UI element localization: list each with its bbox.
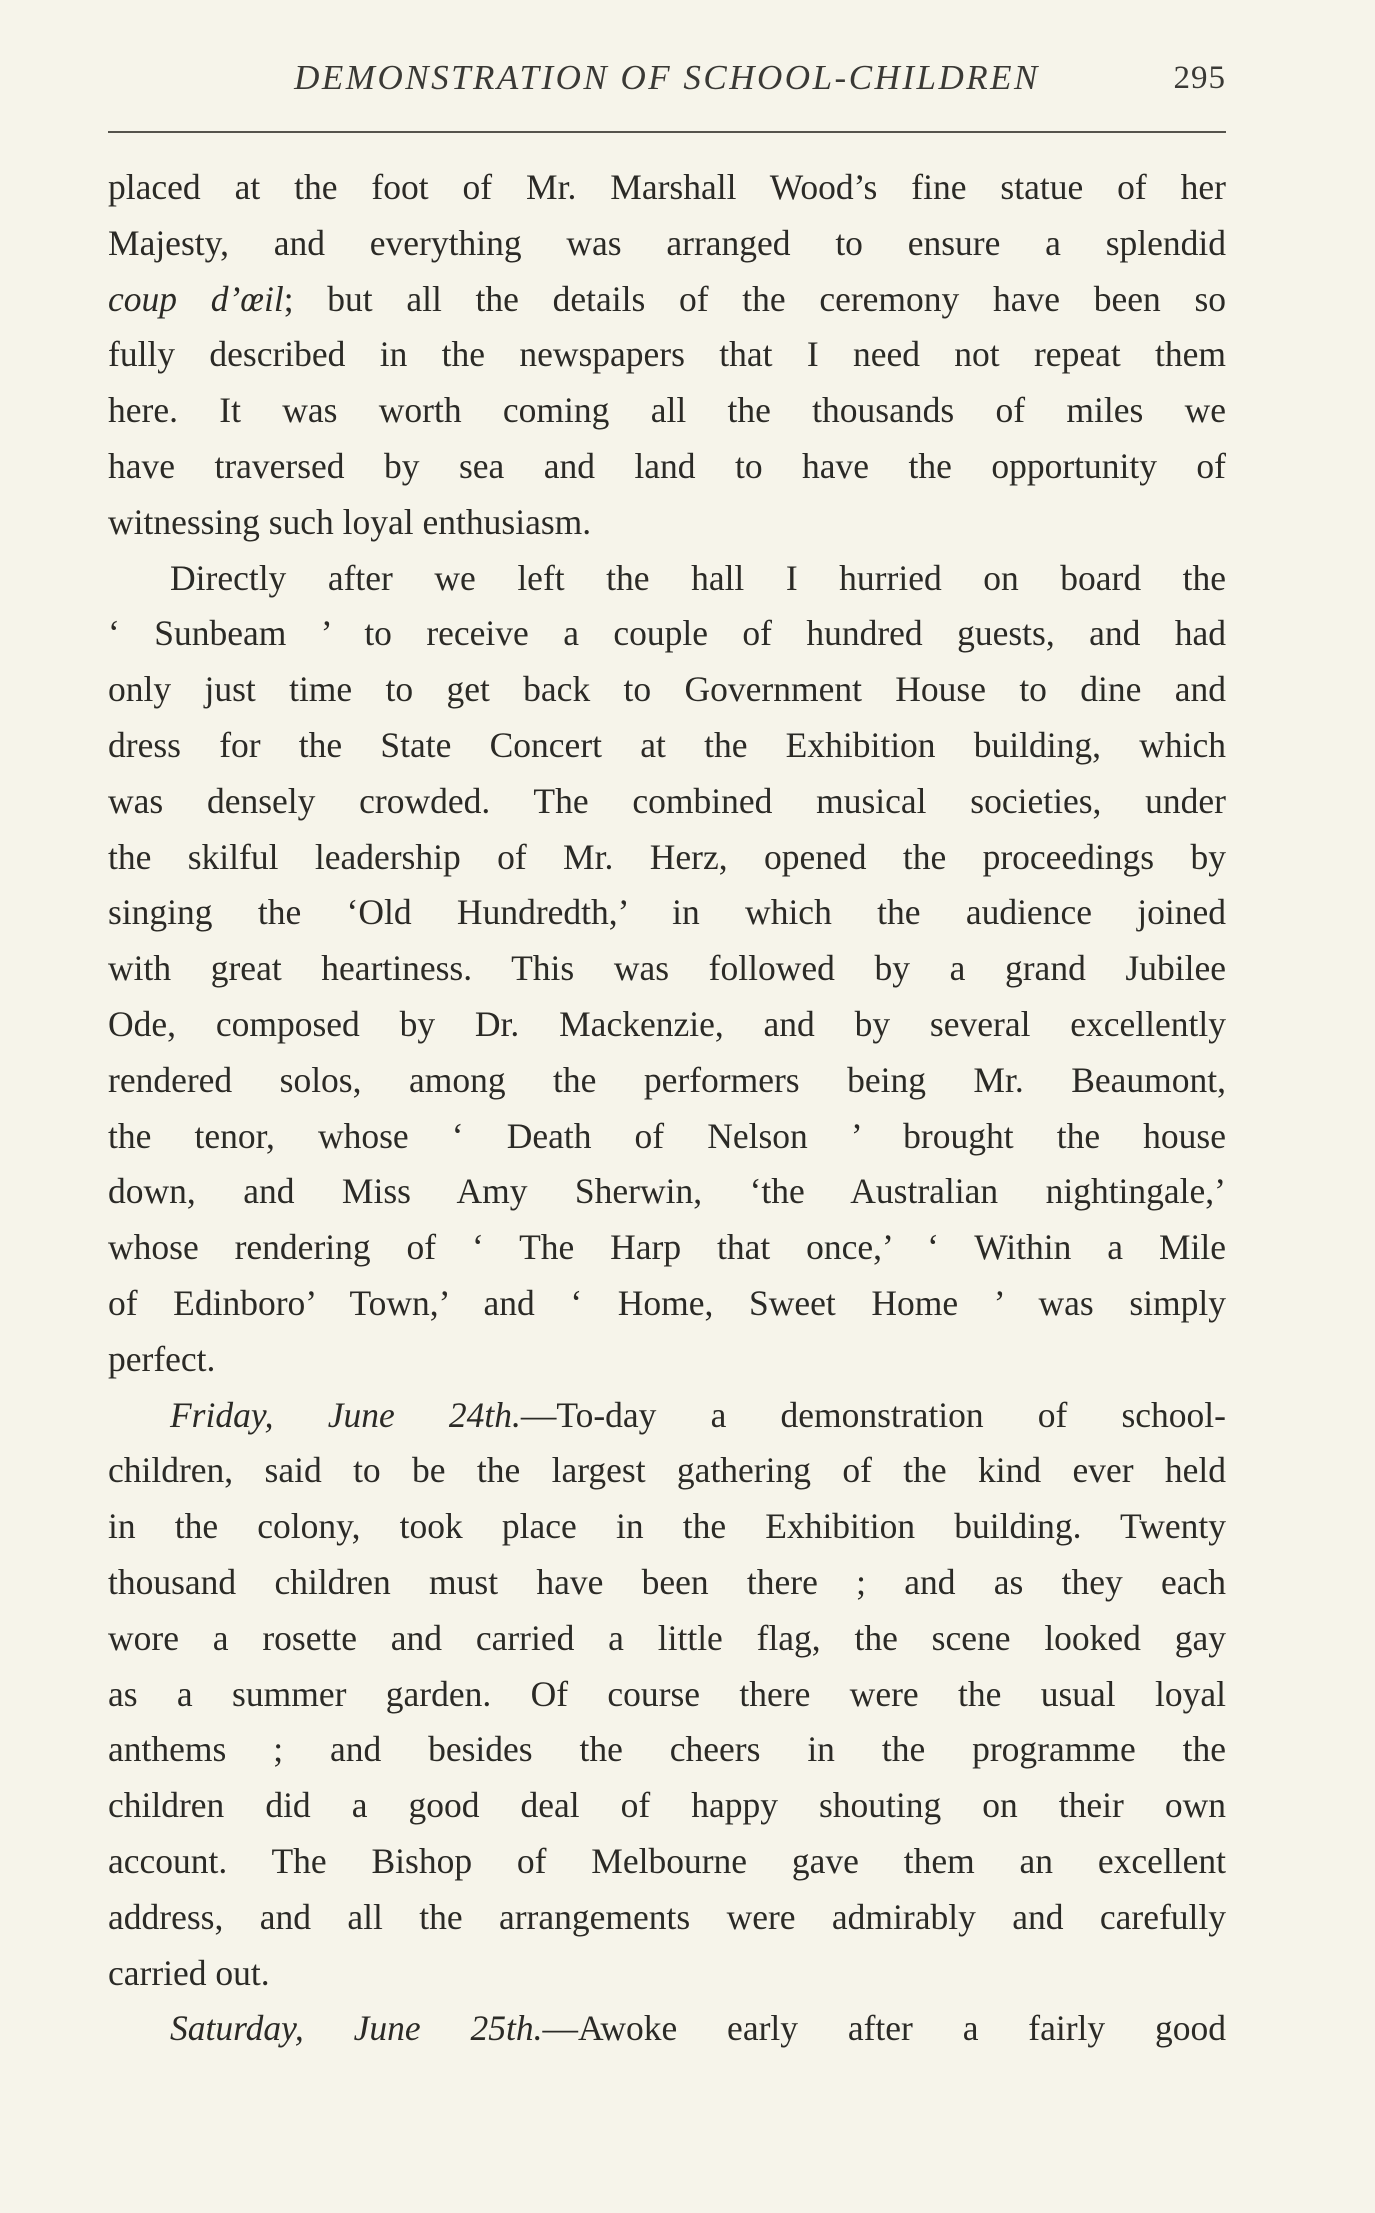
date-heading: Friday, June 24th. — [170, 1394, 521, 1435]
text-line: fully described in the newspapers that I need not repeat them — [108, 334, 1226, 375]
text-line: ‘ Sunbeam ’ to receive a couple of hundred guests, and had — [108, 613, 1226, 654]
text-line: Ode, composed by Dr. Mackenzie, and by several excellently — [108, 1003, 1226, 1044]
running-title: DEMONSTRATION OF SCHOOL-CHILDREN — [294, 58, 1040, 97]
text-line: singing the ‘Old Hundredth,’ in which the audience joined — [108, 892, 1226, 933]
paragraph-start-line: Saturday, June 25th.—Awoke early after a fairly good — [170, 2008, 1226, 2049]
text-line: whose rendering of ‘ The Harp that once,’ ‘ Within a Mile — [108, 1227, 1226, 1268]
page-number: 295 — [1173, 60, 1226, 96]
text-line: the skilful leadership of Mr. Herz, opened the proceedings by — [108, 836, 1226, 877]
text-line: wore a rosette and carried a little flag, the scene looked gay — [108, 1617, 1226, 1658]
text-line: the tenor, whose ‘ Death of Nelson ’ brought the house — [108, 1115, 1226, 1156]
text-line: children did a good deal of happy shouting on their own — [108, 1785, 1226, 1826]
text-line: only just time to get back to Government House to dine and — [108, 669, 1226, 710]
paragraph-end-line: perfect. — [108, 1338, 216, 1379]
text-line: was densely crowded. The combined musical societies, under — [108, 780, 1226, 821]
text-line: as a summer garden. Of course there were the usual loyal — [108, 1673, 1226, 1714]
running-head — [108, 58, 1226, 108]
paragraph-end-line: carried out. — [108, 1952, 270, 1993]
paragraph-end-line: witnessing such loyal enthusiasm. — [108, 501, 592, 542]
text-line: here. It was worth coming all the thousands of miles we — [108, 390, 1226, 431]
header-rule — [108, 131, 1226, 133]
text-line: rendered solos, among the performers being Mr. Beaumont, — [108, 1059, 1226, 1100]
text-line: of Edinboro’ Town,’ and ‘ Home, Sweet Home ’ was simply — [108, 1282, 1226, 1323]
paragraph-start-line: Directly after we left the hall I hurried on board the — [170, 557, 1226, 598]
text-line: down, and Miss Amy Sherwin, ‘the Australian nightingale,’ — [108, 1171, 1226, 1212]
text-line: Majesty, and everything was arranged to ensure a splendid — [108, 222, 1226, 263]
body-text — [108, 160, 1226, 2057]
text-line: account. The Bishop of Melbourne gave them an excellent — [108, 1840, 1226, 1881]
text-line: placed at the foot of Mr. Marshall Wood’s fine statue of her — [108, 167, 1226, 207]
text-line: dress for the State Concert at the Exhibition building, which — [108, 724, 1226, 765]
date-heading: Saturday, June 25th. — [170, 2008, 543, 2049]
italic-phrase: coup d’œil — [108, 278, 284, 319]
text-line: with great heartiness. This was followed by a grand Jubilee — [108, 948, 1226, 989]
paragraph-start-line: Friday, June 24th.—To-day a demonstration of school- — [170, 1394, 1226, 1435]
text-line: have traversed by sea and land to have the opportunity of — [108, 445, 1226, 486]
text-line: coup d’œil; but all the details of the ceremony have been so — [108, 278, 1227, 319]
text-line: anthems ; and besides the cheers in the programme the — [108, 1729, 1226, 1770]
text-line: children, said to be the largest gathering of the kind ever held — [108, 1450, 1226, 1491]
text-line: thousand children must have been there ; and as they each — [108, 1561, 1226, 1602]
text-line: in the colony, took place in the Exhibition building. Twenty — [108, 1506, 1226, 1547]
text-line: address, and all the arrangements were admirably and carefully — [108, 1896, 1226, 1937]
